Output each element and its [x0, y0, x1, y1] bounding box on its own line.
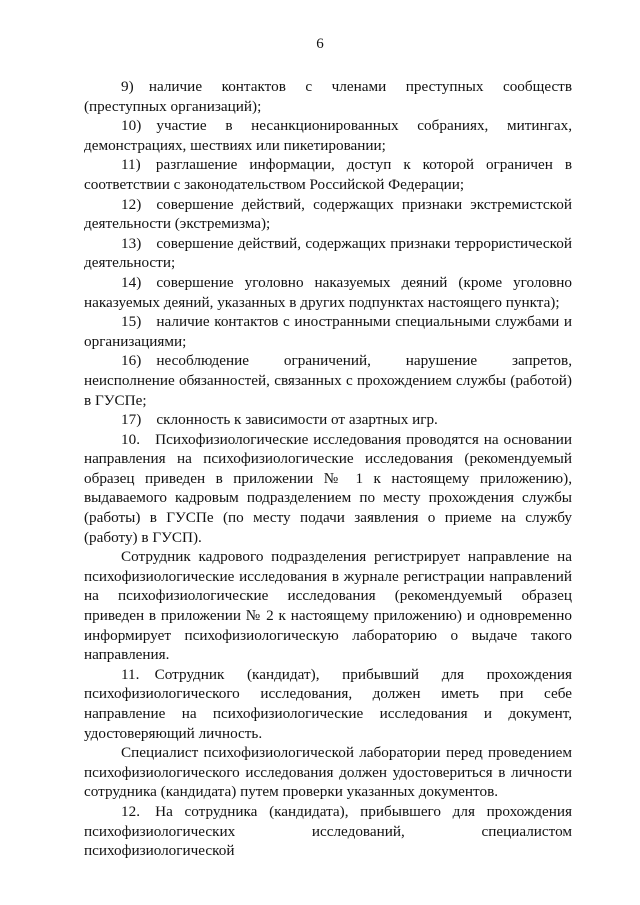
paragraph-item-9: 9) наличие контактов с членами преступных сообществ (преступных организаций); [84, 78, 572, 115]
paragraph-item-10: 10) участие в несанкционированных собраниях, митингах, демонстрациях, шествиях или пикетировании; [84, 117, 572, 154]
paragraph-item-12: 12) совершение действий, содержащих признаки экстремистской деятельности (экстремизма); [84, 195, 572, 233]
paragraph-item-15: 15) наличие контактов с иностранными специальными службами и организациями; [84, 313, 572, 350]
paragraph-clause-11-verification: Специалист психофизиологической лаборатории перед проведением психофизиологического исследования должен удостовериться в личности сотрудника (кандидата) путем проверки указанных документов. [84, 744, 572, 801]
page-number: 6 [316, 36, 324, 52]
paragraph-item-16: 16) несоблюдение ограничений, нарушение запретов, неисполнение обязанностей, связанных с прохождением службы (работой) в ГУСПе; [84, 352, 572, 409]
paragraph-clause-11: 11. Сотрудник (кандидат), прибывший для прохождения психофизиологического исследования, должен иметь при себе направление на психофизиологические исследования и документ, удостоверяющий личность. [84, 665, 572, 742]
paragraph-clause-10: 10. Психофизиологические исследования проводятся на основании направления на психофизиологические исследования (рекомендуемый образец приведен в приложении № 1 к настоящему приложению), выдаваемого кадровым подразделением по месту прохождения службы (работы) в ГУСПе (по месту подачи заявления о приеме на службу (работу) в ГУСП). [84, 430, 572, 546]
paragraph-clause-12: 12. На сотрудника (кандидата), прибывшего для прохождения психофизиологических исследований, специалистом психофизиологической [84, 802, 572, 860]
paragraph-item-11: 11) разглашение информации, доступ к которой ограничен в соответствии с законодательством Российской Федерации; [84, 156, 572, 193]
document-body [84, 77, 572, 861]
paragraph-clause-10-registration: Сотрудник кадрового подразделения регистрирует направление на психофизиологические исследования в журнале регистрации направлений на психофизиологические исследования (рекомендуемый образец приведен в приложении № 2 к настоящему приложению) и одновременно информирует психофизиологическую лабораторию о выдаче такого направления. [84, 548, 572, 664]
paragraph-item-17: 17) склонность к зависимости от азартных игр. [121, 411, 438, 429]
paragraph-item-14: 14) совершение уголовно наказуемых деяний (кроме уголовно наказуемых деяний, указанных в других подпунктах настоящего пункта); [84, 273, 572, 311]
paragraph-item-13: 13) совершение действий, содержащих признаки террористической деятельности; [84, 234, 572, 272]
